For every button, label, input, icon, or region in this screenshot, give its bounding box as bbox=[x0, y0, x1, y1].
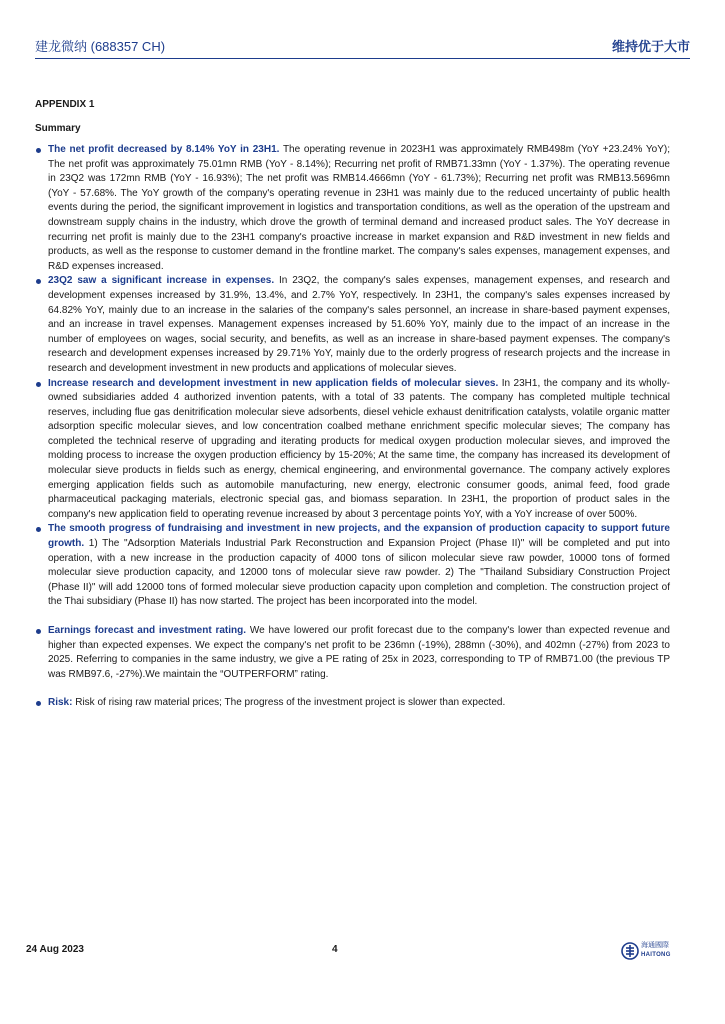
bullet-body: We have lowered our profit forecast due to the company's lower than expected revenue and higher than expected expenses. We expect the company's net profit to be 236mn (-19%), 288mn (-30%), and 402mn (-27%) from 2023 to 2025. Referring to companies in the same industry, we give a PE rating of 25x in 2023, corresponding to TP of RMB71.00 (the previous TP was RMB97.6, -27%).We maintain the “OUTPERFORM” rating. bbox=[48, 625, 670, 680]
page-number: 4 bbox=[332, 944, 338, 955]
bullet-lead: Increase research and development investment in new application fields of molecular sieves. bbox=[48, 377, 499, 389]
bullet-lead: Risk: bbox=[48, 697, 73, 709]
bullet-body: The operating revenue in 2023H1 was approximately RMB498m (YoY +23.24% YoY); The net profit was approximately 75.01mn RMB (YoY - 8.14%); Recurring net profit of RMB71.33mn (YoY - 1.37%). The operating revenue in 23Q2 was 172mn RMB (YoY - 16.93%); The net profit was RMB14.4666mn (YoY - 61.73%); Recurring net profit was RMB13.5696mn (YoY - 57.68%. The YoY growth of the company's operating revenue in 23H1 was mainly due to the reduced uncertainty of public health events during the period, the significant improvement in logistics and transportation conditions, as well as the operation of the upstream and downstream supply chains in the industry, which drove the growth of terminal demand and increased product sales. The YoY decrease in recurring net profit is mainly due to the 23H1 company's proactive increase in market expansion and R&D investment in new fields and products, as well as the response to customer demand in the frontline market. The company's sales expenses, management expenses, and R&D expenses increased. bbox=[48, 144, 670, 272]
subsection-title: Summary bbox=[35, 123, 81, 134]
report-date: 24 Aug 2023 bbox=[26, 944, 84, 955]
haitong-logo bbox=[621, 942, 681, 960]
company-name: 建龙微纳 (688357 CH) bbox=[35, 39, 166, 54]
bullet-expenses bbox=[35, 274, 670, 376]
bullet-lead: The smooth progress of fundraising and investment in new projects, and the expansion of production capacity to support future growth. bbox=[48, 523, 670, 550]
haitong-logo-icon bbox=[621, 942, 639, 960]
summary-list bbox=[35, 143, 670, 711]
bullet-lead: Earnings forecast and investment rating. bbox=[48, 625, 247, 636]
bullet-earnings-forecast bbox=[35, 624, 670, 682]
header-divider bbox=[35, 58, 690, 59]
bullet-lead: 23Q2 saw a significant increase in expenses. bbox=[48, 275, 275, 287]
bullet-fundraising bbox=[35, 522, 670, 610]
bullet-body: 1) The "Adsorption Materials Industrial Park Reconstruction and Expansion Project (Phase II)" will be completed and put into operation, with a new increase in the production capacity of 4000 tons of silicon molecular sieve raw powder, 10000 tons of formed molecular sieve production capacity, and 12000 tons of molecular sieve raw powder. 2) The "Thailand Subsidiary Construction Project (Phase II)" will add 12000 tons of formed molecular sieve production capacity upon completion and completion. The construction project of the Thai subsidiary (Phase II) has now started. The project has been incorporated into the model. bbox=[48, 538, 670, 608]
bullet-body: In 23H1, the company and its wholly-owned subsidiaries added 4 authorized invention patents, with a total of 33 patents. The company has completed multiple technical reserves, including flue gas denitrification molecular sieve adsorbents, diesel vehicle exhaust denitrification catalysts, volatile organic matter adsorption specific molecular sieves, and low concentration coalbed methane enrichment specific molecular sieves; The company has completed the technical reserve of upgrading and iterating products for medical oxygen production molecular sieves, and improved the molding process to increase the oxygen production efficiency by 15-20%; At the same time, the company has increased its development of molecular sieve products in fields such as energy, chemical engineering, and environmental governance. The company actively explores emerging application fields such as automobile manufacturing, new energy, electronic consumer goods, animal feed, food grade pharmaceutical packaging materials, electronic special gas, and biomass separation. In 23H1, the proportion of product sales in the company's new application field to operating revenue increased by about 3 percentage points YoY, with a YoY increase of over 500%. bbox=[48, 377, 670, 520]
bullet-rnd bbox=[35, 377, 670, 523]
page-header bbox=[35, 36, 690, 56]
bullet-risk bbox=[35, 696, 670, 711]
logo-chinese-text: 海通國際 bbox=[641, 942, 669, 949]
logo-english-text: HAITONG bbox=[641, 952, 671, 958]
section-title: APPENDIX 1 bbox=[35, 99, 95, 110]
bullet-body: In 23Q2, the company's sales expenses, management expenses, and research and development expenses increased by 31.9%, 13.4%, and 2.7% YoY, respectively. In 23H1, the company's sales expenses increased by 64.82% YoY, mainly due to an increase in the salaries of the company's sales personnel, an increase in share-based payment expenses, and an increase in travel expenses. Management expenses increased by 51.60% YoY, mainly due to the impact of an increase in the number of employees on wages, social security, and benefits, as well as an increase in share-based payment expenses. The company's research and development expenses increased by 29.71% YoY, mainly due to the orderly progress of research projects and the increase in research and development investment in new products and applications of molecular sieves. bbox=[48, 275, 670, 374]
bullet-body: Risk of rising raw material prices; The progress of the investment project is slower than expected. bbox=[72, 697, 506, 709]
rating-label: 维持优于大市 bbox=[611, 39, 690, 54]
bullet-lead: The net profit decreased by 8.14% YoY in 23H1. bbox=[48, 144, 280, 155]
bullet-net-profit bbox=[35, 143, 670, 274]
